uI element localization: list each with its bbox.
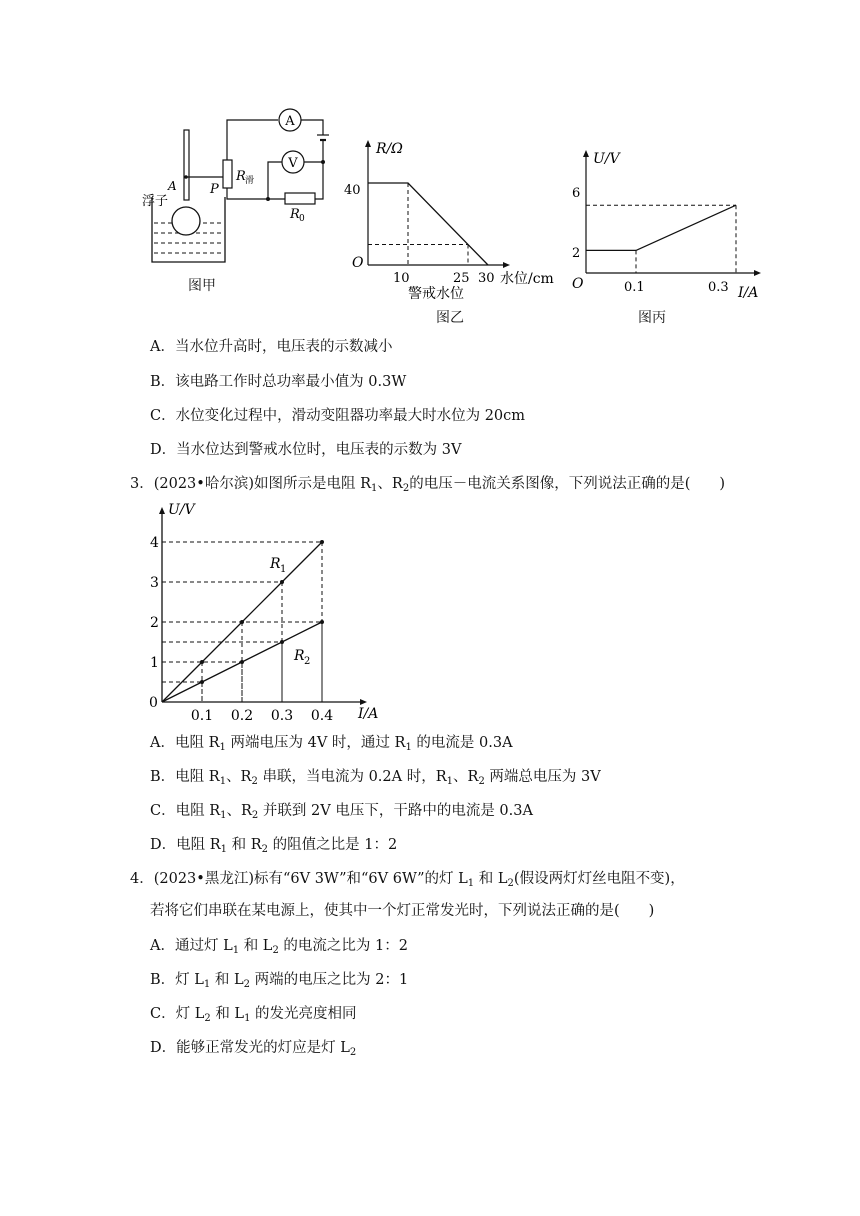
subscript: 2 bbox=[349, 1047, 357, 1058]
text-part: 两端的电压之比为 2：1 bbox=[250, 972, 409, 988]
q3-point-R1 bbox=[320, 540, 324, 544]
q3-chart bbox=[140, 500, 400, 725]
text-part: C．电阻 R bbox=[150, 803, 221, 819]
q3-stem bbox=[130, 474, 725, 494]
q2-option-d: D．当水位达到警戒水位时，电压表的示数为 3V bbox=[150, 442, 462, 458]
q3-option-c bbox=[150, 801, 533, 821]
subscript: 1 bbox=[232, 945, 240, 956]
rheostat-sub: 滑 bbox=[245, 176, 255, 186]
q3-stem-part: 的电压－电流关系图像，下列说法正确的是( ) bbox=[409, 476, 726, 492]
q3-ytick: 3 bbox=[150, 575, 159, 591]
subscript: 2 bbox=[272, 945, 279, 956]
text-part: 和 L bbox=[210, 1006, 245, 1022]
bing-ytick-6: 6 bbox=[572, 186, 581, 201]
q2-option-a: A．当水位升高时，电压表的示数减小 bbox=[150, 339, 393, 355]
subscript: 1 bbox=[467, 878, 475, 889]
bing-xtick-0.3: 0.3 bbox=[708, 280, 729, 295]
q3-ylabel: U/V bbox=[168, 502, 195, 518]
graph-yi bbox=[338, 135, 568, 300]
subscript: 2 bbox=[204, 1013, 211, 1024]
q3-point-R1 bbox=[200, 660, 204, 664]
q3-xtick: 0.1 bbox=[190, 708, 214, 724]
q3-series-label-R2: R bbox=[294, 648, 305, 664]
text-part: 两端总电压为 3V bbox=[484, 769, 601, 785]
figure-jia-caption: 图甲 bbox=[188, 278, 216, 294]
q3-series-label-sub: 1 bbox=[280, 564, 287, 575]
subscript: 1 bbox=[203, 979, 211, 990]
q3-series-label-R1: R bbox=[270, 556, 281, 572]
subscript: 2 bbox=[507, 878, 514, 889]
q3-graph bbox=[140, 500, 400, 725]
text-part: 的阻值之比是 1：2 bbox=[268, 837, 398, 853]
q3-option-b bbox=[150, 767, 601, 787]
q3-xlabel: I/A bbox=[358, 706, 379, 722]
text-part: A．电阻 R bbox=[150, 735, 220, 751]
text-part: 、R bbox=[226, 769, 252, 785]
q3-point-R1 bbox=[280, 580, 284, 584]
subscript: 1 bbox=[220, 844, 228, 855]
rod-point-label: A bbox=[168, 179, 177, 193]
text-part: C．灯 L bbox=[150, 1006, 205, 1022]
subscript: 1 bbox=[244, 1013, 251, 1024]
subscript: 1 bbox=[219, 776, 227, 787]
text-part: 两端电压为 4V 时，通过 R bbox=[225, 735, 406, 751]
subscript: 1 bbox=[220, 810, 227, 821]
text-part: 和 L bbox=[239, 938, 273, 954]
yi-xtick-25: 25 bbox=[453, 271, 470, 286]
subscript: 2 bbox=[251, 810, 259, 821]
bing-xtick-0.1: 0.1 bbox=[624, 280, 645, 295]
text-part: 并联到 2V 电压下，干路中的电流是 0.3A bbox=[258, 803, 533, 819]
q4-option-c bbox=[150, 1004, 357, 1024]
text-part: B．灯 L bbox=[150, 972, 204, 988]
voltmeter-label: V bbox=[288, 156, 298, 171]
q2-option-c: C．水位变化过程中，滑动变阻器功率最大时水位为 20cm bbox=[150, 408, 526, 424]
text-part: 、R bbox=[226, 803, 252, 819]
bing-ytick-2: 2 bbox=[572, 246, 581, 261]
q3-xtick: 0.4 bbox=[310, 708, 334, 724]
yi-series-line bbox=[368, 183, 488, 265]
float-label: 浮子 bbox=[142, 194, 169, 209]
yi-ytick-40: 40 bbox=[344, 183, 361, 198]
subscript: 2 bbox=[478, 776, 485, 787]
q3-option-d bbox=[150, 835, 397, 855]
r0-label: R bbox=[290, 207, 300, 222]
yi-origin: O bbox=[352, 255, 364, 271]
q3-point-R2 bbox=[200, 680, 204, 684]
q3-point-R2 bbox=[280, 640, 284, 644]
float-ball bbox=[172, 207, 200, 235]
r0-sub: 0 bbox=[299, 214, 305, 224]
q3-ytick: 4 bbox=[150, 535, 159, 551]
text-part: 的发光亮度相同 bbox=[250, 1006, 357, 1022]
q3-point-R2 bbox=[240, 660, 244, 664]
q3-option-a bbox=[150, 733, 513, 753]
q3-stem-part: 、R bbox=[377, 476, 403, 492]
yi-warning-label: 警戒水位 bbox=[408, 286, 464, 300]
q3-series-label-sub: 2 bbox=[304, 656, 311, 667]
subscript: 2 bbox=[251, 776, 258, 787]
text-part: 4．(2023•黑龙江)标有“6V 3W”和“6V 6W”的灯 L bbox=[130, 871, 468, 887]
text-part: 和 L bbox=[210, 972, 244, 988]
q3-point-R2 bbox=[320, 620, 324, 624]
q4-stem-line1 bbox=[130, 869, 685, 889]
q2-option-b: B．该电路工作时总功率最小值为 0.3W bbox=[150, 374, 407, 390]
figure-yi bbox=[338, 135, 568, 335]
q3-ytick: 2 bbox=[150, 615, 159, 631]
q4-option-a bbox=[150, 936, 408, 956]
slider-label: P bbox=[210, 182, 219, 197]
q4-stem-line2: 若将它们串联在某电源上，使其中一个灯正常发光时，下列说法正确的是( ) bbox=[150, 903, 655, 919]
q3-ytick: 1 bbox=[150, 655, 159, 671]
bing-origin: O bbox=[572, 276, 584, 292]
q3-stem-part: 3．(2023•哈尔滨)如图所示是电阻 R bbox=[130, 476, 372, 492]
text-part: D．能够正常发光的灯应是灯 L bbox=[150, 1040, 350, 1056]
q3-xtick: 0.3 bbox=[270, 708, 294, 724]
yi-ylabel: R/Ω bbox=[376, 141, 403, 157]
ammeter-label: A bbox=[285, 114, 295, 129]
figure-bing-caption: 图丙 bbox=[638, 310, 666, 326]
text-part: (假设两灯灯丝电阻不变)， bbox=[513, 871, 685, 887]
q3-xtick: 0.2 bbox=[230, 708, 254, 724]
rheostat-label: R bbox=[236, 169, 246, 184]
text-part: 串联，当电流为 0.2A 时，R bbox=[257, 769, 447, 785]
subscript: 2 bbox=[261, 844, 269, 855]
graph-bing bbox=[568, 145, 768, 300]
yi-xtick-10: 10 bbox=[393, 271, 410, 286]
subscript: 1 bbox=[405, 742, 412, 753]
subscript: 1 bbox=[446, 776, 454, 787]
text-part: 、R bbox=[453, 769, 479, 785]
bing-series-line bbox=[636, 205, 736, 250]
sub-1: 1 bbox=[371, 483, 378, 494]
bing-xlabel: I/A bbox=[738, 285, 759, 300]
q4-option-d bbox=[150, 1038, 356, 1058]
figure-jia bbox=[140, 105, 360, 305]
q3-origin: 0 bbox=[149, 695, 158, 711]
circuit-diagram bbox=[140, 105, 360, 265]
text-part: A．通过灯 L bbox=[150, 938, 233, 954]
subscript: 2 bbox=[243, 979, 251, 990]
yi-xlabel: 水位/cm bbox=[500, 271, 554, 287]
figure-yi-caption: 图乙 bbox=[436, 310, 464, 326]
text-part: 和 R bbox=[227, 837, 262, 853]
text-part: B．电阻 R bbox=[150, 769, 220, 785]
bing-ylabel: U/V bbox=[593, 151, 620, 167]
yi-xtick-30: 30 bbox=[478, 271, 495, 286]
figure-bing bbox=[568, 145, 768, 335]
q4-option-b bbox=[150, 970, 408, 990]
text-part: 和 L bbox=[474, 871, 508, 887]
text-part: D．电阻 R bbox=[150, 837, 221, 853]
text-part: 的电流是 0.3A bbox=[411, 735, 513, 751]
sub-2: 2 bbox=[402, 483, 410, 494]
subscript: 1 bbox=[219, 742, 226, 753]
q3-point-R1 bbox=[240, 620, 244, 624]
text-part: 的电流之比为 1：2 bbox=[278, 938, 408, 954]
